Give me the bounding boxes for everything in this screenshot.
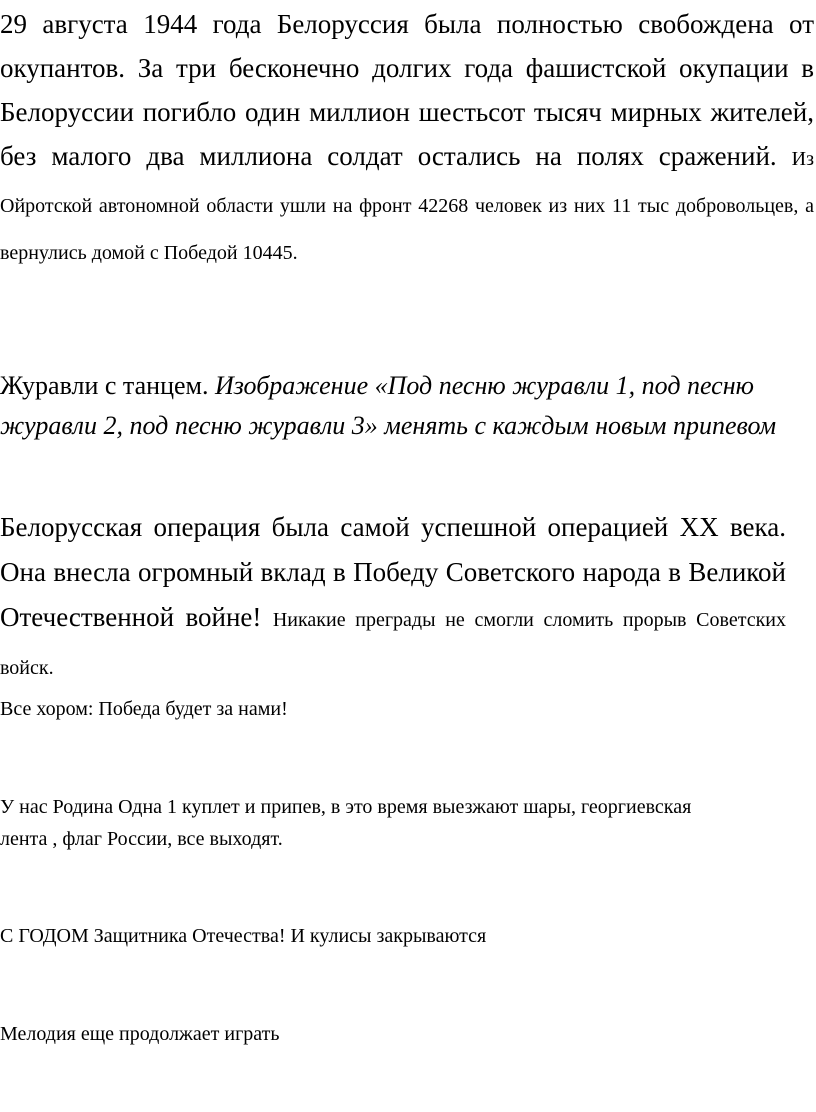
paragraph-operation [0, 505, 786, 691]
paragraph-liberation-main: 29 августа 1944 года Белоруссия была полностью свобождена от окупантов. За три бесконечно долгих года фашистской окупации в Белоруссии погибло один миллион шестьсот тысяч мирных жителей, без малого два миллиона солдат остались на полях сражений. [0, 9, 814, 171]
paragraph-operation-main: Белорусская операция была самой успешной операцией XX века. Она внесла огромный вклад в Победу Советского народа в Великой Отечественной войне! [0, 512, 786, 632]
paragraph-liberation [0, 2, 814, 275]
paragraph-operation-breakthrough: Никакие преграды не смогли сломить прорыв Советских войск. [0, 609, 786, 679]
paragraph-liberation-oirot: Из Ойротской автономной области ушли на фронт 42268 человек из них 11 тыс добровольцев, а вернулись домой с Победой 10445. [0, 148, 815, 264]
paragraph-song: У нас Родина Одна 1 куплет и припев, в это время выезжают шары, георгиевская лента , флаг России, все выходят. [0, 796, 692, 850]
paragraph-melody: Мелодия еще продолжает играть [0, 1023, 280, 1045]
paragraph-greeting: С ГОДОМ Защитника Отечества! И кулисы закрываются [0, 925, 487, 947]
paragraph-cranes-direction: Изображение «Под песню журавли 1, под песню журавли 2, под песню журавли 3» менять с каждым новым припевом [0, 371, 777, 440]
paragraph-cranes [0, 366, 814, 446]
paragraph-cranes-lead: Журавли с танцем. [0, 371, 209, 400]
paragraph-chorus: Все хором: Победа будет за нами! [0, 698, 288, 720]
